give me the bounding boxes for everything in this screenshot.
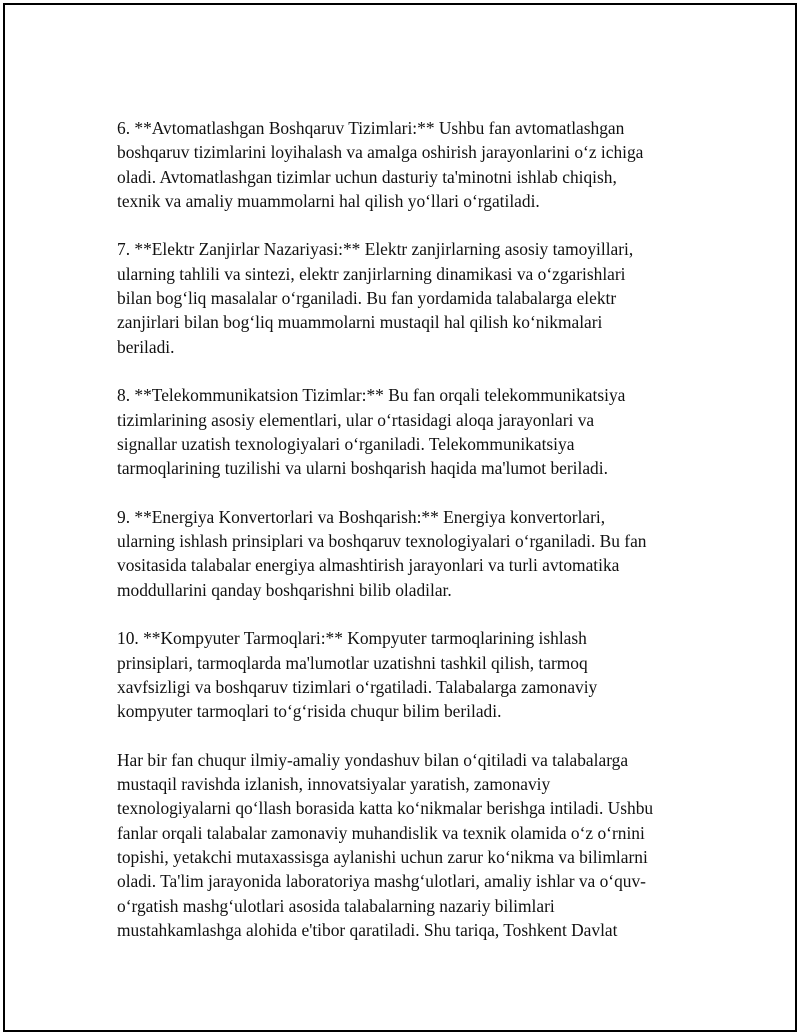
document-body <box>117 116 692 942</box>
paragraph-conclusion: Har bir fan chuqur ilmiy-amaliy yondashuv bilan o‘qitiladi va talabalarga mustaqil ravishda izlanish, innovatsiyalar yaratish, zamonaviy texnologiyalarni qo‘llash borasida katta ko‘nikmalar berishga intiladi. Ushbu fanlar orqali talabalar zamonaviy muhandislik va texnik olamida o‘z o‘rnini topishi, yetakchi mutaxassisga aylanishi uchun zarur ko‘nikma va bilimlarni oladi. Ta'lim jarayonida laboratoriya mashg‘ulotlari, amaliy ishlar va o‘quv- o‘rgatish mashg‘ulotlari asosida talabalarning nazariy bilimlari mustahkamlashga alohida e'tibor qaratiladi. Shu tariqa, Toshkent Davlat <box>117 749 654 940</box>
paragraph-computer-networks: 10. **Kompyuter Tarmoqlari:** Kompyuter tarmoqlarining ishlash prinsiplari, tarmoqlarda ma'lumotlar uzatishni tashkil qilish, tarmoq xavfsizligi va boshqaruv tizimlari o‘rgatiladi. Talabalarga zamonaviy kompyuter tarmoqlari to‘g‘risida chuqur bilim beriladi. <box>117 628 598 722</box>
paragraph-electric-circuit-theory: 7. **Elektr Zanjirlar Nazariyasi:** Elektr zanjirlarning asosiy tamoyillari, ularning tahlili va sintezi, elektr zanjirlarning dinamikasi va o‘zgarishlari bilan bog‘liq masalalar o‘rganiladi. Bu fan yordamida talabalarga elektr zanjirlari bilan bog‘liq muammolarni mustaqil hal qilish ko‘nikmalari beriladi. <box>117 239 634 357</box>
paragraph-telecommunication-systems: 8. **Telekommunikatsion Tizimlar:** Bu fan orqali telekommunikatsiya tizimlarining asosiy elementlari, ular o‘rtasidagi aloqa jarayonlari va signallar uzatish texnologiyalari o‘rganiladi. Telekommunikatsiya tarmoqlarining tuzilishi va ularni boshqarish haqida ma'lumot beriladi. <box>117 385 626 479</box>
paragraph-automated-control-systems: 6. **Avtomatlashgan Boshqaruv Tizimlari:** Ushbu fan avtomatlashgan boshqaruv tizimlarini loyihalash va amalga oshirish jarayonlarini o‘z ichiga oladi. Avtomatlashgan tizimlar uchun dasturiy ta'minotni ishlab chiqish, texnik va amaliy muammolarni hal qilish yo‘llari o‘rgatiladi. <box>117 118 644 211</box>
paragraph-energy-converters: 9. **Energiya Konvertorlari va Boshqarish:** Energiya konvertorlari, ularning ishlash prinsiplari va boshqaruv texnologiyalari o‘rganiladi. Bu fan vositasida talabalar energiya almashtirish jarayonlari va turli avtomatika moddullarini qanday boshqarishni bilib oladilar. <box>117 506 647 600</box>
